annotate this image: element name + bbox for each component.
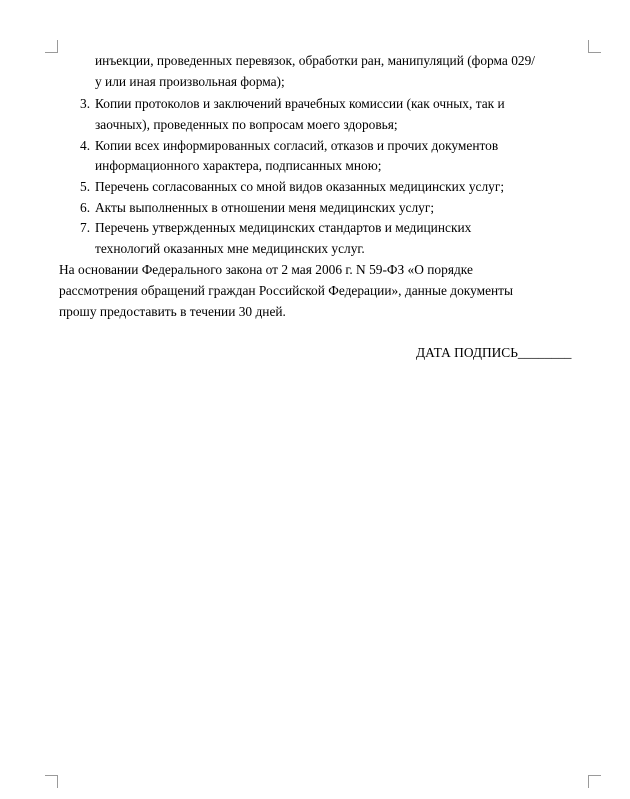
margin-mark-top-left — [45, 40, 58, 53]
list-item-line: Перечень утвержденных медицинских стандартов и медицинских — [95, 220, 472, 235]
list-item-line: Акты выполненных в отношении меня медицинских услуг; — [95, 200, 435, 215]
list-item-line: Копии протоколов и заключений врачебных комиссии (как очных, так и — [95, 96, 505, 111]
paragraph-line: рассмотрения обращений граждан Российской Федерации», данные документы — [59, 283, 514, 298]
list-item-line: информационного характера, подписанных мною; — [95, 158, 382, 173]
list-item-line: заочных), проведенных по вопросам моего здоровья; — [95, 117, 398, 132]
paragraph-line: прошу предоставить в течении 30 дней. — [59, 304, 286, 319]
list-item-line: Копии всех информированных согласий, отказов и прочих документов — [95, 138, 499, 153]
list-number: 6. — [80, 200, 91, 215]
list-item-line: технологий оказанных мне медицинских услуг. — [95, 241, 365, 256]
margin-mark-top-right — [588, 40, 601, 53]
list-number: 5. — [80, 179, 91, 194]
list-number: 3. — [80, 96, 91, 111]
margin-mark-bottom-left — [45, 775, 58, 788]
list-item-line: Перечень согласованных со мной видов оказанных медицинских услуг; — [95, 179, 505, 194]
paragraph-line: На основании Федерального закона от 2 мая 2006 г. N 59-ФЗ «О порядке — [59, 262, 473, 277]
list-number: 4. — [80, 138, 91, 153]
margin-mark-bottom-right — [588, 775, 601, 788]
continuation-line: инъекции, проведенных перевязок, обработки ран, манипуляций (форма 029/ — [95, 53, 536, 68]
list-number: 7. — [80, 220, 91, 235]
continuation-line: у или иная произвольная форма); — [95, 74, 285, 89]
signature-line: ДАТА ПОДПИСЬ________ — [416, 345, 572, 360]
